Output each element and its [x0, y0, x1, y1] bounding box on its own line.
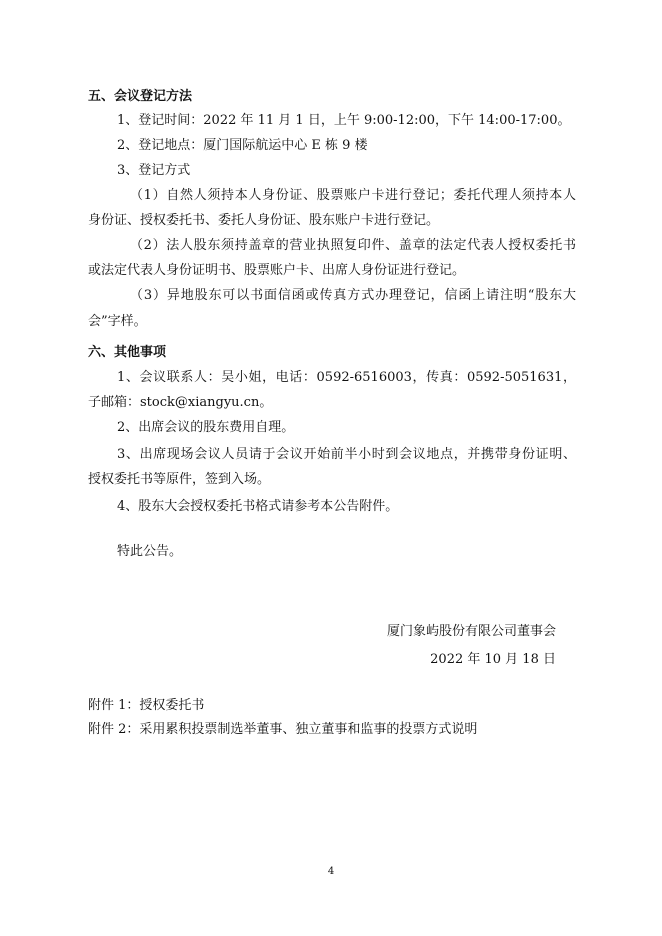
registration-method-label: 3、登记方式	[117, 163, 191, 178]
closing-text: 特此公告。	[117, 544, 183, 559]
page-number: 4	[327, 866, 335, 877]
contact-line-2: 子邮箱：stock@xiangyu.cn。	[88, 395, 273, 410]
method-1-line-1: （1）自然人须持本人身份证、股票账户卡进行登记；委托代理人须持本人	[130, 188, 576, 203]
section-5-heading: 五、会议登记方法	[88, 89, 193, 104]
proxy-format-note: 4、股东大会授权委托书格式请参考本公告附件。	[117, 499, 399, 514]
registration-location: 2、登记地点：厦门国际航运中心 E 栋 9 楼	[117, 138, 368, 153]
expenses-note: 2、出席会议的股东费用自理。	[117, 420, 295, 435]
method-1-line-2: 身份证、授权委托书、委托人身份证、股东账户卡进行登记。	[88, 213, 440, 228]
attendance-line-2: 授权委托书等原件，签到入场。	[88, 472, 271, 487]
attachment-2: 附件 2：采用累积投票制选举董事、独立董事和监事的投票方式说明	[88, 722, 478, 737]
method-3-line-2: 会”字样。	[88, 314, 147, 329]
section-6-heading: 六、其他事项	[88, 345, 167, 360]
attendance-line-1: 3、出席现场会议人员请于会议开始前半小时到会议地点，并携带身份证明、	[117, 447, 576, 462]
signature-date: 2022 年 10 月 18 日	[430, 652, 556, 667]
signature-org: 厦门象屿股份有限公司董事会	[386, 624, 556, 639]
contact-line-1: 1、会议联系人：吴小姐，电话：0592-6516003，传真：0592-5051631，	[117, 370, 576, 385]
attachment-1: 附件 1：授权委托书	[88, 698, 205, 713]
method-3-line-1: （3）异地股东可以书面信函或传真方式办理登记，信函上请注明“股东大	[130, 288, 576, 303]
registration-time: 1、登记时间：2022 年 11 月 1 日，上午 9:00-12:00，下午 14:00-17:00。	[117, 113, 571, 128]
method-2-line-1: （2）法人股东须持盖章的营业执照复印件、盖章的法定代表人授权委托书	[130, 238, 576, 253]
method-2-line-2: 或法定代表人身份证明书、股票账户卡、出席人身份证进行登记。	[88, 263, 466, 278]
